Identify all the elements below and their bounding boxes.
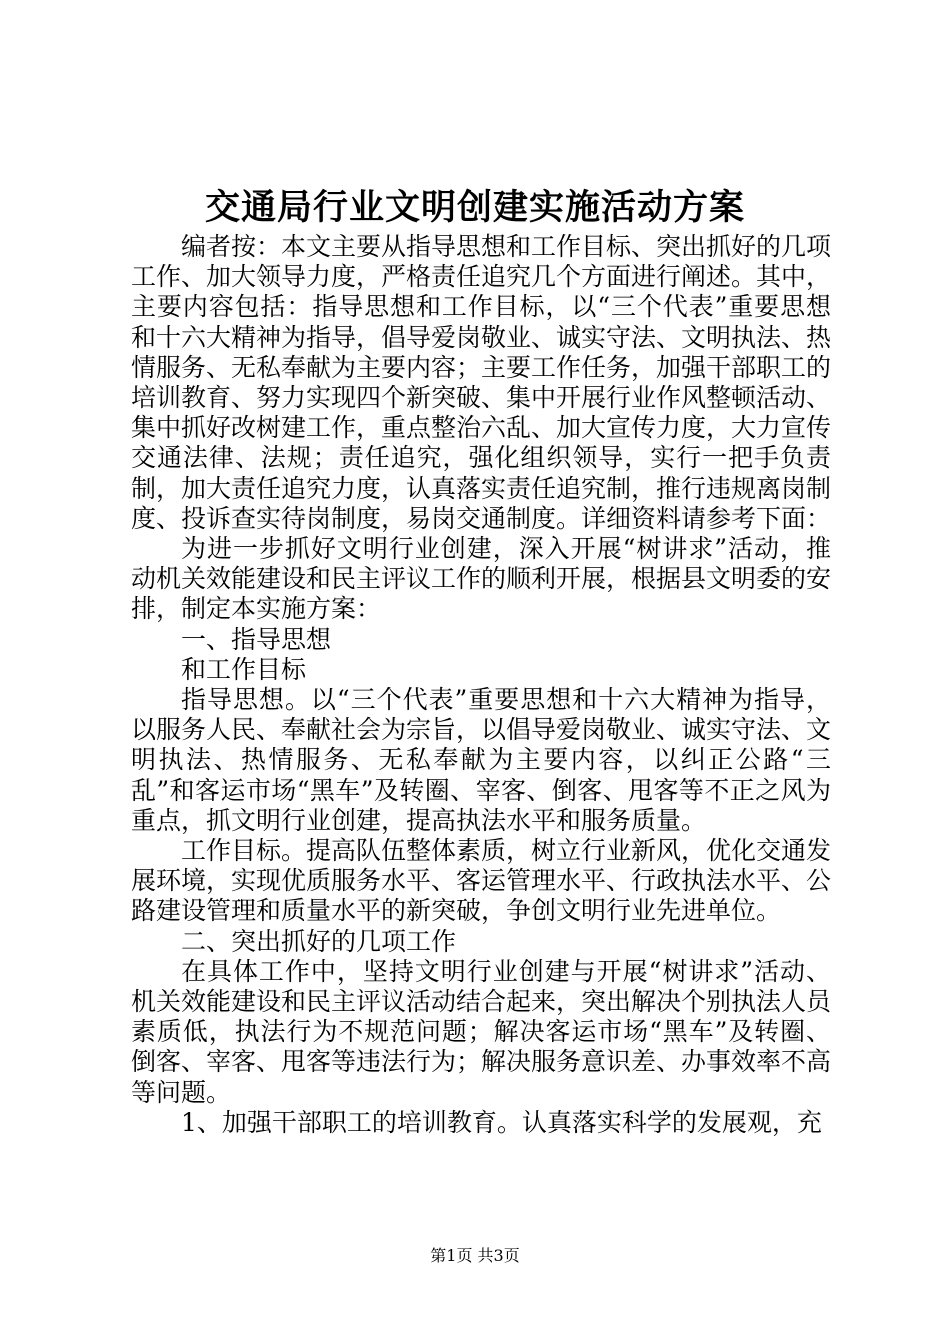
paragraph-intro: 为进一步抓好文明行业创建，深入开展“树讲求”活动，推动机关效能建设和民主评议工作的顺利开展，根据县文明委的安排，制定本实施方案： bbox=[131, 534, 832, 624]
document-title: 交通局行业文明创建实施活动方案 bbox=[204, 187, 745, 228]
document-body bbox=[131, 232, 831, 1138]
section-heading-1-continued: 和工作目标 bbox=[181, 654, 307, 684]
paragraph-work-goals: 工作目标。提高队伍整体素质，树立行业新风，优化交通发展环境，实现优质服务水平、客运管理水平、行政执法水平、公路建设管理和质量水平的新突破，争创文明行业先进单位。 bbox=[131, 836, 832, 926]
paragraph-guiding-ideology: 指导思想。以“三个代表”重要思想和十六大精神为指导，以服务人民、奉献社会为宗旨，以倡导爱岗敬业、诚实守法、文明执法、热情服务、无私奉献为主要内容，以纠正公路“三乱”和客运市场“黑车”及转圈、宰客、倒客、甩客等不正之风为重点，抓文明行业创建，提高执法水平和服务质量。 bbox=[131, 685, 832, 835]
section-heading-2: 二、突出抓好的几项工作 bbox=[181, 926, 457, 956]
paragraph-specific-work: 在具体工作中，坚持文明行业创建与开展“树讲求”活动、机关效能建设和民主评议活动结合起来，突出解决个别执法人员素质低，执法行为不规范问题；解决客运市场“黑车”及转圈、倒客、宰客、甩客等违法行为；解决服务意识差、办事效率不高等问题。 bbox=[131, 956, 832, 1107]
page-footer: 第1页 共3页 bbox=[430, 1246, 520, 1265]
paragraph-item-1: 1、加强干部职工的培训教育。认真落实科学的发展观，充 bbox=[181, 1107, 822, 1137]
section-heading-1: 一、指导思想 bbox=[181, 624, 332, 654]
paragraph-editor-note: 编者按：本文主要从指导思想和工作目标、突出抓好的几项工作、加大领导力度，严格责任追究几个方面进行阐述。其中，主要内容包括：指导思想和工作目标，以“三个代表”重要思想和十六大精神为指导，倡导爱岗敬业、诚实守法、文明执法、热情服务、无私奉献为主要内容；主要工作任务，加强干部职工的培训教育、努力实现四个新突破、集中开展行业作风整顿活动、集中抓好改树建工作，重点整治六乱、加大宣传力度，大力宣传交通法律、法规；责任追究，强化组织领导，实行一把手负责制，加大责任追究力度，认真落实责任追究制，推行违规离岗制度、投诉查实待岗制度，易岗交通制度。详细资料请参考下面： bbox=[131, 232, 832, 533]
